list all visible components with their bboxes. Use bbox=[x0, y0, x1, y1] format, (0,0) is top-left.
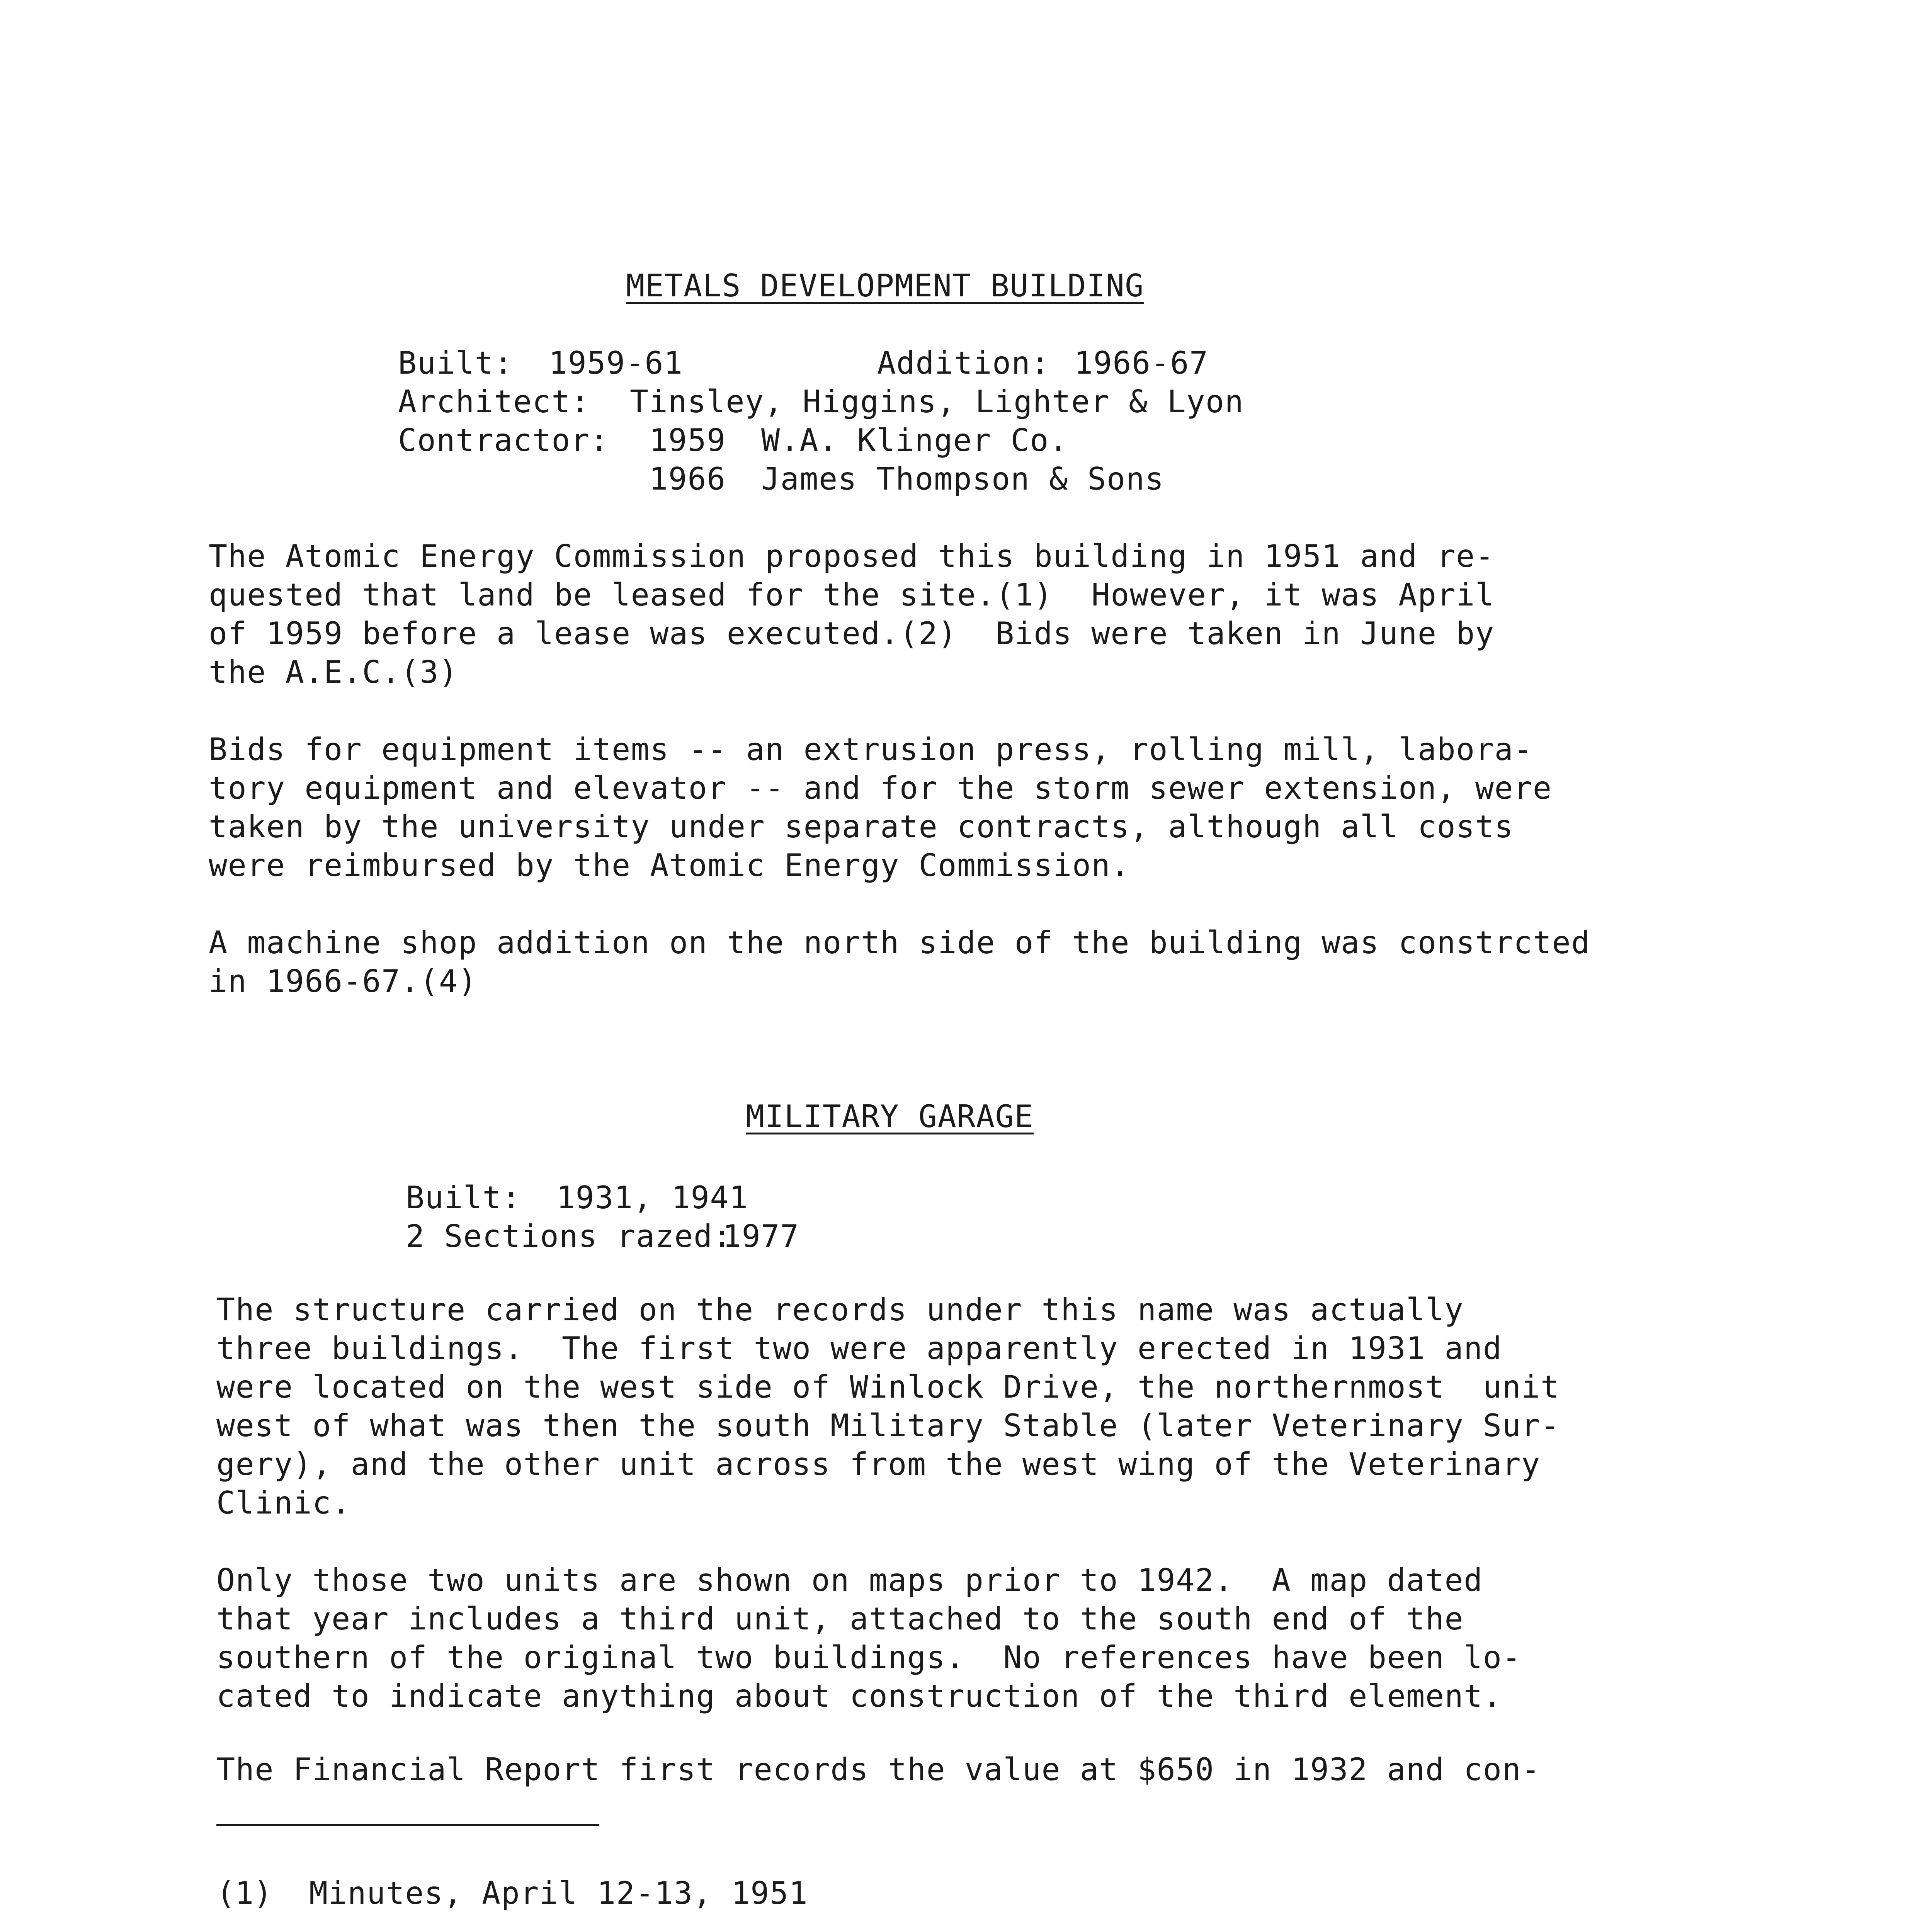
contractor-label: Contractor: bbox=[398, 422, 609, 458]
addition-value: 1966-67 bbox=[1074, 345, 1209, 381]
section-title-metals-development: METALS DEVELOPMENT BUILDING bbox=[626, 268, 1144, 304]
paragraph-line: west of what was then the south Military Stable (later Veterinary Sur- bbox=[216, 1408, 1560, 1444]
razed-value: 1977 bbox=[723, 1218, 799, 1254]
contractor-1-year: 1959 bbox=[649, 422, 726, 458]
paragraph-line: tory equipment and elevator -- and for the storm sewer extension, were bbox=[209, 770, 1552, 806]
paragraph-line: three buildings. The first two were apparently erected in 1931 and bbox=[216, 1330, 1502, 1366]
contractor-2-year: 1966 bbox=[649, 461, 726, 497]
paragraph-line: The Atomic Energy Commission proposed this building in 1951 and re- bbox=[209, 538, 1495, 574]
footnote-number: (1) bbox=[216, 1875, 272, 1911]
paragraph-line: were reimbursed by the Atomic Energy Commission. bbox=[209, 847, 1130, 883]
paragraph-line: The structure carried on the records under this name was actually bbox=[216, 1292, 1464, 1328]
paragraph-line: were located on the west side of Winlock Drive, the northernmost unit bbox=[216, 1369, 1560, 1405]
paragraph-line: cated to indicate anything about construction of the third element. bbox=[216, 1678, 1502, 1714]
footnote-text: Minutes, April 12-13, 1951 bbox=[309, 1875, 808, 1911]
footnote-rule bbox=[216, 1824, 599, 1826]
paragraph-line: the A.E.C.(3) bbox=[209, 654, 458, 690]
paragraph-line: Only those two units are shown on maps prior to 1942. A map dated bbox=[216, 1562, 1483, 1598]
built-label: Built: bbox=[398, 345, 513, 381]
paragraph-line: that year includes a third unit, attached to the south end of the bbox=[216, 1601, 1464, 1637]
paragraph-line: quested that land be leased for the site.(1) However, it was April bbox=[209, 577, 1495, 613]
addition-label: Addition: bbox=[877, 345, 1050, 381]
contractor-2-name: James Thompson & Sons bbox=[761, 461, 1164, 497]
paragraph-line: Clinic. bbox=[216, 1485, 351, 1521]
paragraph-line: gery), and the other unit across from the west wing of the Veterinary bbox=[216, 1446, 1541, 1482]
built-value: 1959-61 bbox=[549, 345, 683, 381]
razed-label: 2 Sections razed: bbox=[406, 1218, 732, 1254]
paragraph-line: Bids for equipment items -- an extrusion press, rolling mill, labora- bbox=[209, 731, 1533, 767]
architect-value: Tinsley, Higgins, Lighter & Lyon bbox=[630, 384, 1244, 420]
paragraph-line: The Financial Report first records the value at $650 in 1932 and con- bbox=[216, 1752, 1541, 1787]
architect-label: Architect: bbox=[398, 384, 590, 420]
built-label: Built: bbox=[406, 1180, 521, 1216]
paragraph-line: A machine shop addition on the north side of the building was constrcted bbox=[209, 925, 1590, 961]
paragraph-line: of 1959 before a lease was executed.(2) Bids were taken in June by bbox=[209, 616, 1495, 651]
section-title-military-garage: MILITARY GARAGE bbox=[746, 1099, 1034, 1134]
paragraph-line: taken by the university under separate contracts, although all costs bbox=[209, 809, 1514, 845]
built-value: 1931, 1941 bbox=[556, 1180, 748, 1216]
paragraph-line: southern of the original two buildings. No references have been lo- bbox=[216, 1639, 1522, 1675]
contractor-1-name: W.A. Klinger Co. bbox=[761, 422, 1068, 458]
paragraph-line: in 1966-67.(4) bbox=[209, 963, 478, 999]
